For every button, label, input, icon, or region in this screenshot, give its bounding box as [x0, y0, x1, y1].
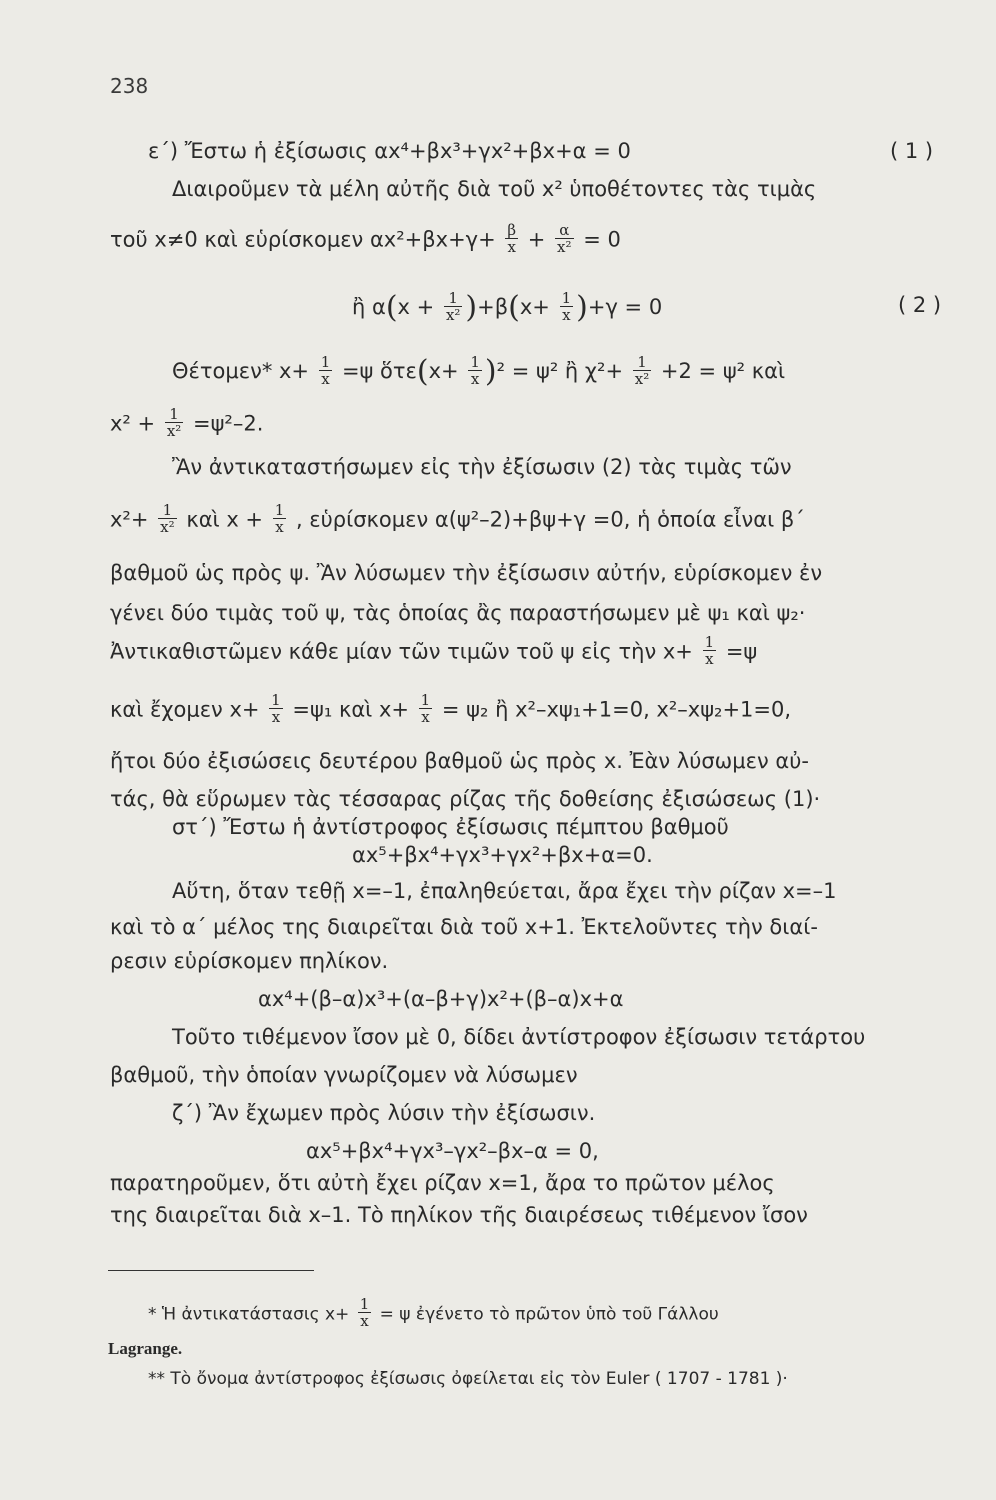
fraction: [555, 222, 573, 255]
equation-number: ( 2 ): [898, 293, 942, 317]
numerator: 1: [470, 352, 480, 371]
fraction: [358, 1296, 372, 1329]
paragraph-text: ρεσιν εὑρίσκομεν πηλίκον.: [110, 949, 389, 973]
equation-text: +β: [477, 295, 509, 319]
open-paren: (: [416, 354, 429, 389]
fraction: [505, 222, 518, 255]
equation-text: =ψ₁ καὶ x+: [292, 697, 409, 722]
denominator: x: [505, 238, 518, 255]
numerator: 1: [169, 405, 179, 423]
paragraph-text: τάς, θὰ εὕρωμεν τὰς τέσσαρας ρίζας τῆς δοθείσης ἐξισώσεως (1)·: [110, 787, 821, 811]
close-paren: ): [576, 290, 588, 325]
equation-number: ( 1 ): [890, 139, 934, 163]
paragraph-text: στ΄) Ἔστω ἡ ἀντίστροφος ἐξίσωσις πέμπτου βαθμοῦ: [172, 815, 729, 839]
equation-text: καὶ x +: [186, 507, 264, 532]
fraction: [419, 692, 433, 725]
denominator: x²: [445, 305, 461, 324]
equation-text: αx⁵+βx⁴+γx³–γx²–βx–α = 0,: [306, 1139, 599, 1163]
numerator: 1: [704, 633, 715, 651]
numerator: 1: [271, 691, 281, 709]
denominator: x²: [634, 369, 650, 388]
equation-text: αx⁴+(β–α)x³+(α–β+γ)x²+(β–α)x+α: [258, 987, 624, 1011]
equation-text: x+: [428, 359, 459, 383]
paragraph-text: της διαιρεῖται διὰ x–1. Τὸ πηλίκον τῆς διαιρέσεως τιθέμενον ἴσον: [110, 1203, 808, 1227]
numerator: 1: [162, 501, 173, 519]
equation-text: =ψ²–2.: [192, 411, 264, 436]
footnote-divider: [108, 1270, 314, 1271]
numerator: α: [559, 221, 570, 239]
equation-row: [110, 221, 621, 257]
equation-text: καὶ ἔχομεν x+: [110, 697, 260, 722]
footnote-text: = ψ ἐγένετο τὸ πρῶτον ὑπὸ τοῦ Γάλλου: [379, 1304, 719, 1325]
numerator: 1: [420, 691, 431, 709]
equation-row: [110, 691, 792, 727]
denominator: x²: [557, 238, 572, 256]
equation-text: +γ = 0: [587, 295, 663, 319]
numerator: β: [507, 221, 517, 239]
fraction: [269, 692, 283, 725]
equation-text: x²+: [110, 507, 149, 532]
numerator: 1: [448, 288, 458, 307]
equation-text: , εὑρίσκομεν α(ψ²–2)+βψ+γ =0, ἡ ὁποία εἶναι β΄: [295, 507, 805, 532]
equation-text: = 0: [583, 227, 621, 252]
paragraph-text: Τοῦτο τιθέμενον ἴσον μὲ 0, δίδει ἀντίστροφον ἐξίσωσιν τετάρτου: [172, 1025, 866, 1049]
denominator: x: [560, 306, 574, 323]
equation-text: ² = ψ² ἢ χ²+: [496, 359, 624, 383]
footnote-text: * Ἡ ἀντικατάστασις x+: [148, 1304, 350, 1325]
page-number: 238: [110, 74, 149, 98]
equation-text: =ψ ὅτε: [341, 359, 417, 383]
numerator: 1: [359, 1295, 370, 1313]
denominator: x²: [166, 422, 182, 440]
fraction: [319, 354, 333, 387]
numerator: 1: [561, 288, 572, 307]
equation-text: = ψ₂ ἢ x²–xψ₁+1=0, x²–xψ₂+1=0,: [441, 697, 792, 722]
close-paren: ): [484, 354, 497, 389]
denominator: x: [419, 708, 433, 725]
equation-text: +2 = ψ² καὶ: [660, 359, 786, 383]
numerator: 1: [274, 501, 285, 519]
denominator: x: [468, 370, 482, 387]
paragraph-text: Διαιροῦμεν τὰ μέλη αὐτῆς διὰ τοῦ x² ὑποθέτοντες τὰς τιμὰς: [172, 177, 817, 201]
equation-text: Ἀντικαθιστῶμεν κάθε μίαν τῶν τιμῶν τοῦ ψ εἰς τὴν x+: [110, 639, 693, 664]
denominator: x²: [160, 518, 175, 536]
equation-text: x+: [519, 295, 550, 319]
paragraph-text: βαθμοῦ, τὴν ὁποίαν γνωρίζομεν νὰ λύσωμεν: [110, 1063, 578, 1087]
fraction: [165, 406, 183, 439]
equation-text: x +: [397, 295, 435, 319]
fraction: [633, 354, 651, 387]
equation-row: [352, 290, 662, 325]
numerator: 1: [637, 352, 647, 371]
footnote-text: ** Τὸ ὄνομα ἀντίστροφος ἐξίσωσις ὀφείλεται εἰς τὸν Euler ( 1707 - 1781 )·: [148, 1369, 788, 1389]
equation-text: ἢ α: [352, 295, 386, 319]
equation-text: αx⁵+βx⁴+γx³+γx²+βx+α=0.: [352, 843, 653, 867]
footnote-text: Lagrange.: [108, 1339, 183, 1358]
paragraph-text: ζ΄) Ἂν ἔχωμεν πρὸς λύσιν τὴν ἐξίσωσιν.: [172, 1101, 596, 1125]
numerator: 1: [320, 352, 331, 371]
equation-row: [110, 405, 264, 441]
fraction: [560, 290, 574, 323]
fraction: [273, 502, 287, 535]
fraction: [703, 634, 717, 667]
paragraph-text: Αὕτη, ὅταν τεθῇ x=–1, ἐπαληθεύεται, ἄρα ἔχει τὴν ρίζαν x=–1: [172, 879, 837, 903]
denominator: x: [358, 1312, 372, 1329]
equation-line: ε΄) Ἔστω ἡ ἐξίσωσις αx⁴+βx³+γx²+βx+α = 0: [148, 139, 631, 163]
paragraph-text: γένει δύο τιμὰς τοῦ ψ, τὰς ὁποίας ἂς παραστήσωμεν μὲ ψ₁ καὶ ψ₂·: [110, 601, 806, 625]
paragraph-text: Ἂν ἀντικαταστήσωμεν εἰς τὴν ἐξίσωσιν (2) τὰς τιμὰς τῶν: [172, 455, 792, 479]
paragraph-text: ἤτοι δύο ἐξισώσεις δευτέρου βαθμοῦ ὡς πρὸς x. Ἐὰν λύσωμεν αὐ-: [110, 749, 809, 773]
denominator: x: [269, 708, 283, 725]
fraction: [468, 354, 482, 387]
equation-text: x² +: [110, 411, 156, 436]
equation-text: τοῦ x≠0 καὶ εὑρίσκομεν αx²+βx+γ+: [110, 227, 496, 252]
fraction: [158, 502, 176, 535]
equation-row: [110, 633, 758, 669]
paragraph-text: παρατηροῦμεν, ὅτι αὐτὴ ἔχει ρίζαν x=1, ἄρα το πρῶτον μέλος: [110, 1171, 775, 1195]
denominator: x: [273, 518, 287, 535]
denominator: x: [703, 650, 717, 667]
equation-row: [110, 501, 805, 537]
denominator: x: [319, 370, 333, 387]
equation-text: +: [527, 227, 546, 252]
equation-text: Θέτομεν* x+: [172, 359, 310, 383]
open-paren: (: [508, 290, 520, 325]
open-paren: (: [385, 290, 398, 325]
fraction: [444, 290, 462, 323]
paragraph-text: βαθμοῦ ὡς πρὸς ψ. Ἂν λύσωμεν τὴν ἐξίσωσιν αὐτήν, εὑρίσκομεν ἐν: [110, 561, 823, 585]
paragraph-text: καὶ τὸ α΄ μέλος της διαιρεῖται διὰ τοῦ x+1. Ἐκτελοῦντες τὴν διαί-: [110, 915, 818, 939]
footnote-row: [148, 1295, 719, 1331]
close-paren: ): [465, 290, 478, 325]
equation-text: =ψ: [725, 639, 758, 664]
equation-row: [172, 354, 785, 389]
